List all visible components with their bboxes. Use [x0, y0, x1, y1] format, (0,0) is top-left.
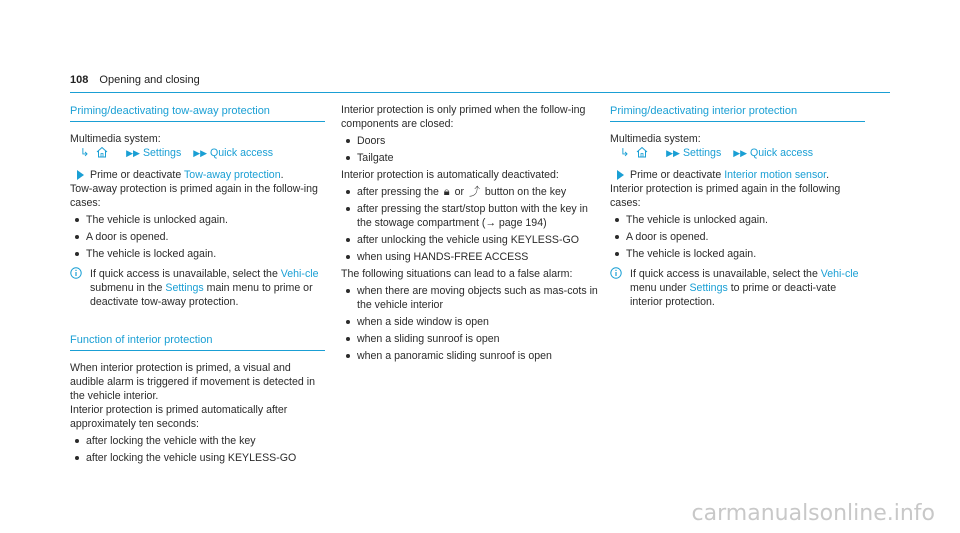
chevron-right-icon: ▶▶	[193, 148, 208, 158]
paragraph: Interior protection is primed again in the following cases:	[610, 183, 841, 209]
path-quick-access[interactable]: Quick access	[210, 147, 274, 159]
list-item: after locking the vehicle with the key	[70, 434, 325, 448]
list-item: A door is opened.	[70, 230, 325, 244]
list-item: after unlocking the vehicle using KEYLESS-GO	[341, 233, 601, 247]
bullet-list	[341, 134, 601, 165]
home-icon	[636, 146, 648, 158]
paragraph: Tow-away protection is primed again in the follow-ing cases:	[70, 183, 318, 209]
system-label: Multimedia system:	[610, 133, 701, 145]
column-left	[70, 104, 325, 468]
path-arrow-icon: ↳	[620, 147, 630, 159]
page-title: Opening and closing	[99, 74, 200, 86]
paragraph: The following situations can lead to a false alarm:	[341, 268, 573, 280]
list-item: The vehicle is unlocked again.	[70, 213, 325, 227]
step-text-end: .	[826, 169, 830, 181]
home-icon	[96, 146, 108, 158]
path-settings[interactable]: Settings	[142, 147, 182, 159]
note-text: If quick access is unavailable, select the	[630, 268, 821, 280]
list-item: The vehicle is locked again.	[610, 247, 865, 261]
list-item: The vehicle is unlocked again.	[610, 213, 865, 227]
paragraph: Interior protection is primed automatically after approximately ten seconds:	[70, 404, 288, 430]
link-settings[interactable]: Settings	[689, 282, 728, 294]
link-settings[interactable]: Settings	[165, 282, 204, 294]
watermark: carmanualsonline.info	[691, 501, 935, 526]
link-tow-away-protection[interactable]: Tow-away protection	[184, 169, 281, 181]
bullet-list	[341, 284, 601, 363]
step-text-end: .	[280, 169, 284, 181]
note-text: menu under	[630, 282, 690, 294]
instruction-step	[610, 168, 865, 182]
step-text: Prime or deactivate	[90, 169, 185, 181]
paragraph: Interior protection is only primed when the follow-ing components are closed:	[341, 104, 586, 130]
note-text: to prime or deacti-vate interior protection.	[630, 282, 837, 308]
column-right	[610, 104, 865, 309]
page-number: 108	[70, 74, 89, 86]
section-title-tow-away: Priming/deactivating tow-away protection	[70, 104, 325, 122]
list-item	[341, 185, 601, 199]
paragraph: Interior protection is automatically deactivated:	[341, 169, 559, 181]
list-item: Doors	[341, 134, 601, 148]
step-arrow-icon	[77, 170, 84, 180]
bullet-list	[610, 213, 865, 261]
bullet-list	[70, 434, 325, 465]
info-icon	[610, 267, 622, 279]
paragraph: When interior protection is primed, a visual and audible alarm is triggered if movement is detected in the vehicle interior.	[70, 362, 315, 402]
list-item: when a sliding sunroof is open	[341, 332, 601, 346]
instruction-step	[70, 168, 325, 182]
list-text: or	[451, 186, 467, 198]
list-text: after pressing the	[357, 186, 442, 198]
info-icon	[70, 267, 82, 279]
chevron-right-icon: ▶▶	[126, 148, 140, 158]
list-item: when using HANDS-FREE ACCESS	[341, 250, 601, 264]
lock-key-icon: 🔒︎	[443, 186, 450, 198]
list-item: when a panoramic sliding sunroof is open	[341, 349, 601, 363]
info-note	[70, 267, 325, 309]
header-rule	[70, 92, 890, 93]
note-text: submenu in the	[90, 282, 166, 294]
note-text: If quick access is unavailable, select the	[90, 268, 281, 280]
page-header	[70, 73, 200, 87]
list-text: button on the key	[481, 186, 567, 198]
note-text: main menu to prime or deactivate tow-away protection.	[90, 282, 313, 308]
list-item: after pressing the start/stop button with the key in the stowage compartment (→ page 194)	[341, 202, 601, 230]
link-vehicle[interactable]: Vehi-cle	[280, 268, 319, 280]
chevron-right-icon: ▶▶	[666, 148, 680, 158]
link-vehicle[interactable]: Vehi-cle	[820, 268, 859, 280]
chevron-right-icon: ▶▶	[733, 148, 748, 158]
step-arrow-icon	[617, 170, 624, 180]
list-item: Tailgate	[341, 151, 601, 165]
link-interior-motion-sensor[interactable]: Interior motion sensor	[724, 169, 827, 181]
bullet-list	[70, 213, 325, 261]
step-text: Prime or deactivate	[630, 169, 725, 181]
path-settings[interactable]: Settings	[682, 147, 722, 159]
list-item: A door is opened.	[610, 230, 865, 244]
list-item: The vehicle is locked again.	[70, 247, 325, 261]
info-note	[610, 267, 865, 309]
path-quick-access[interactable]: Quick access	[750, 147, 814, 159]
section-title-function: Function of interior protection	[70, 333, 325, 351]
section-title-interior: Priming/deactivating interior protection	[610, 104, 865, 122]
path-arrow-icon: ↳	[80, 147, 90, 159]
menu-path	[610, 146, 865, 160]
menu-path	[70, 146, 325, 160]
column-middle	[341, 103, 601, 366]
list-item: when a side window is open	[341, 315, 601, 329]
list-item: when there are moving objects such as mas-cots in the vehicle interior	[341, 284, 601, 312]
bullet-list	[341, 185, 601, 264]
list-item: after locking the vehicle using KEYLESS-GO	[70, 451, 325, 465]
system-label: Multimedia system:	[70, 133, 161, 145]
tailgate-key-icon: ⤴	[468, 186, 480, 198]
